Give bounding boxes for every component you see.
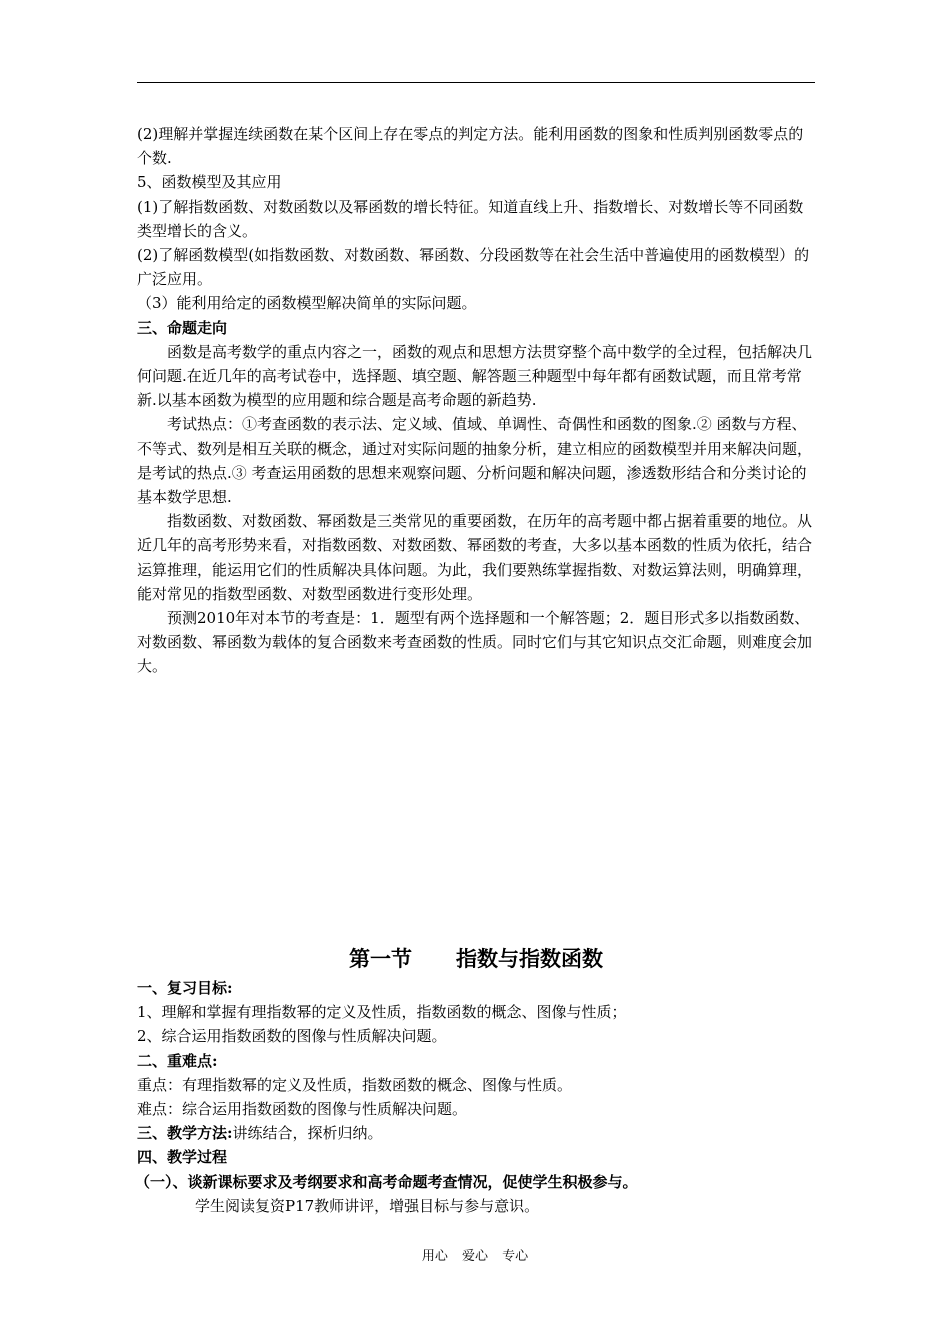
process-heading: 四、教学过程 [137,1148,228,1167]
goal-item: 2、综合运用指数函数的图像与性质解决问题。 [137,1027,447,1046]
direction-heading: 三、命题走向 [137,318,228,337]
text-line: (2)理解并掌握连续函数在某个区间上存在零点的判定方法。能利用函数的图象和性质判别函数零点的个数. [137,125,804,168]
text-line: 5、函数模型及其应用 [137,173,282,192]
difficult-point: 难点：综合运用指数函数的图像与性质解决问题。 [137,1100,468,1119]
key-heading: 二、重难点: [137,1051,218,1070]
goal-item: 1、理解和掌握有理指数幂的定义及性质，指数函数的概念、图像与性质； [137,1003,627,1022]
key-point: 重点：有理指数幂的定义及性质，指数函数的概念、图像与性质。 [137,1075,573,1094]
method-heading: 三、教学方法: [137,1124,233,1143]
paragraph: 考试热点：①考查函数的表示法、定义域、值域、单调性、奇偶性和函数的图象.② 函数与方程、不等式、数列是相互关联的概念，通过对实际问题的抽象分析，建立相应的函数模型并用来解决问题，是考试的热点.③ 考查运用函数的思想来观察问题、分析问题和解决问题，渗透数形结合和分类讨论的基本数学思想. [137,415,813,507]
page-footer: 用心 爱心 专心 [421,1249,529,1264]
paragraph: 指数函数、对数函数、幂函数是三类常见的重要函数，在历年的高考题中都占据着重要的地位。从近几年的高考形势来看，对指数函数、对数函数、幂函数的考查，大多以基本函数的性质为依托，结合运算推理，能运用它们的性质解决具体问题。为此，我们要熟练掌握指数、对数运算法则，明确算理，能对常见的指数型函数、对数型函数进行变形处理。 [137,512,813,603]
header-rule [137,82,815,83]
method-text: 讲练结合，探析归纳。 [232,1124,383,1143]
text-line: (2)了解函数模型(如指数函数、对数函数、幂函数、分段函数等在社会生活中普遍使用的函数模型）的广泛应用。 [137,246,810,289]
text-line: (1)了解指数函数、对数函数以及幂函数的增长特征。知道直线上升、指数增长、对数增长等不同函数类型增长的含义。 [137,197,804,240]
text-line: （3）能利用给定的函数模型解决简单的实际问题。 [137,294,477,313]
section-title-number: 第一节 [349,946,412,971]
process-step-text: 学生阅读复资P17教师讲评，增强目标与参与意识。 [195,1196,540,1215]
goals-heading: 一、复习目标: [137,979,233,997]
method-line [137,1121,815,1145]
paragraph: 预测2010年对本节的考查是：1．题型有两个选择题和一个解答题；2．题目形式多以指数函数、对数函数、幂函数为载体的复合函数来考查函数的性质。同时它们与其它知识点交汇命题，则难度会加大。 [137,609,813,676]
section-title-topic: 指数与指数函数 [456,946,603,971]
process-step: （一）、谈新课标要求及考纲要求和高考命题考查情况，促使学生积极参与。 [135,1172,638,1191]
section-title [137,944,815,974]
lesson-section [137,944,815,1218]
paragraph: 函数是高考数学的重点内容之一，函数的观点和思想方法贯穿整个高中数学的全过程，包括解决几何问题.在近几年的高考试卷中，选择题、填空题、解答题三种题型中每年都有函数试题，而且常考常新.以基本函数为模型的应用题和综合题是高考命题的新趋势. [137,342,813,410]
top-section [137,122,815,679]
